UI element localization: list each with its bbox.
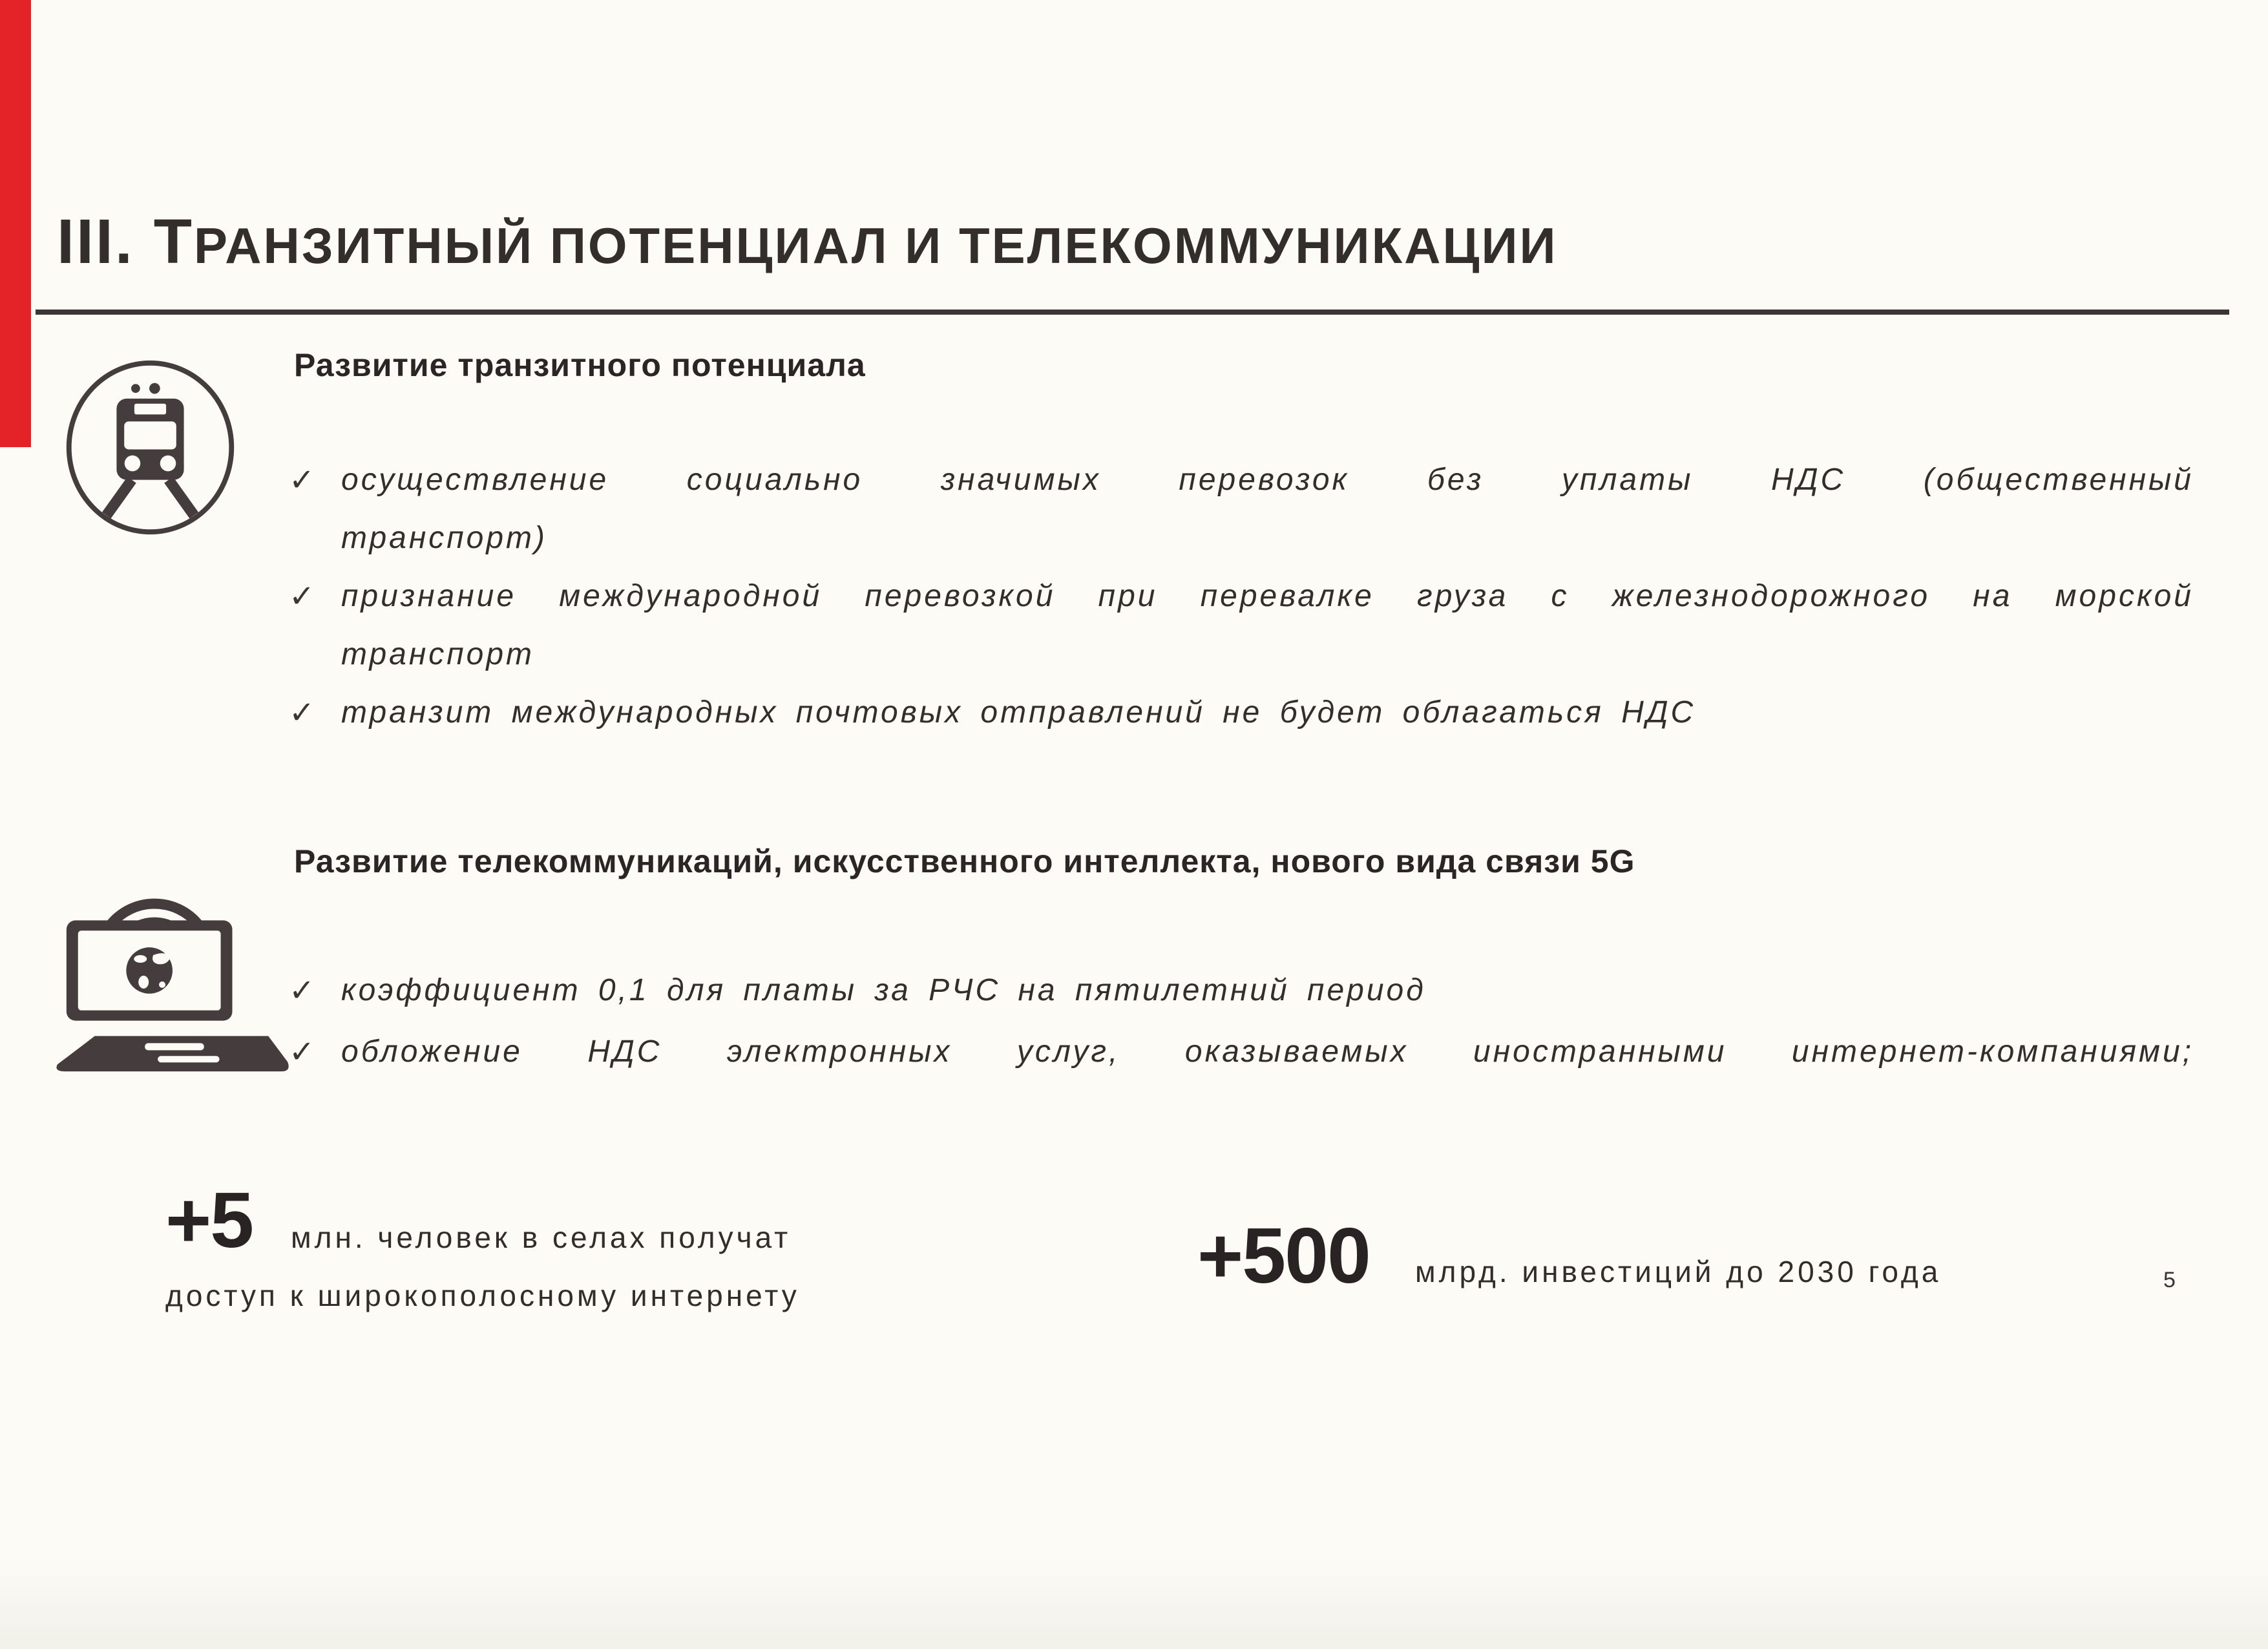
page-title [57, 205, 1558, 278]
bullet-text: транспорт [341, 637, 535, 671]
page-number: 5 [2163, 1268, 2176, 1292]
section-heading-transit: Развитие транзитного потенциала [294, 347, 866, 383]
page-title-prefix: III. Т [57, 206, 194, 277]
bullet-text: транзит международных почтовых отправлений не будет облагаться НДС [341, 695, 1696, 730]
bullet-text: обложение НДС электронных услуг, оказываемых иностранными интернет-компаниями; [341, 1035, 2194, 1069]
check-icon: ✓ [289, 696, 315, 730]
train-icon [58, 355, 242, 540]
laptop-wifi-icon [48, 861, 293, 1074]
stat-value-broadband: +5 [165, 1176, 253, 1264]
section-heading-telecom: Развитие телекоммуникаций, искусственного интеллекта, нового вида связи 5G [294, 843, 1635, 879]
title-divider [36, 310, 2229, 315]
bullet-text: признание международной перевозкой при перевалке груза с железнодорожного на морской [341, 579, 2194, 613]
scan-edge-red-stripe [0, 0, 31, 447]
check-icon: ✓ [289, 463, 315, 498]
stat-label-broadband-line2: доступ к широкополосному интернету [165, 1279, 800, 1312]
stat-label-investment: млрд. инвестиций до 2030 года [1415, 1255, 1942, 1288]
bullet-text: транспорт) [341, 521, 548, 555]
stat-label-broadband-line1: млн. человек в селах получат [291, 1221, 792, 1254]
stat-value-investment: +500 [1197, 1212, 1370, 1299]
bullet-text: осуществление социально значимых перевозок без уплаты НДС (общественный [341, 463, 2194, 497]
page-title-rest: РАНЗИТНЫЙ ПОТЕНЦИАЛ И ТЕЛЕКОММУНИКАЦИИ [194, 217, 1558, 274]
bullet-text: коэффициент 0,1 для платы за РЧС на пятилетний период [341, 973, 1426, 1007]
scan-bottom-shading [0, 1559, 2268, 1649]
check-icon: ✓ [289, 974, 315, 1008]
check-icon: ✓ [289, 580, 315, 614]
check-icon: ✓ [289, 1035, 315, 1069]
